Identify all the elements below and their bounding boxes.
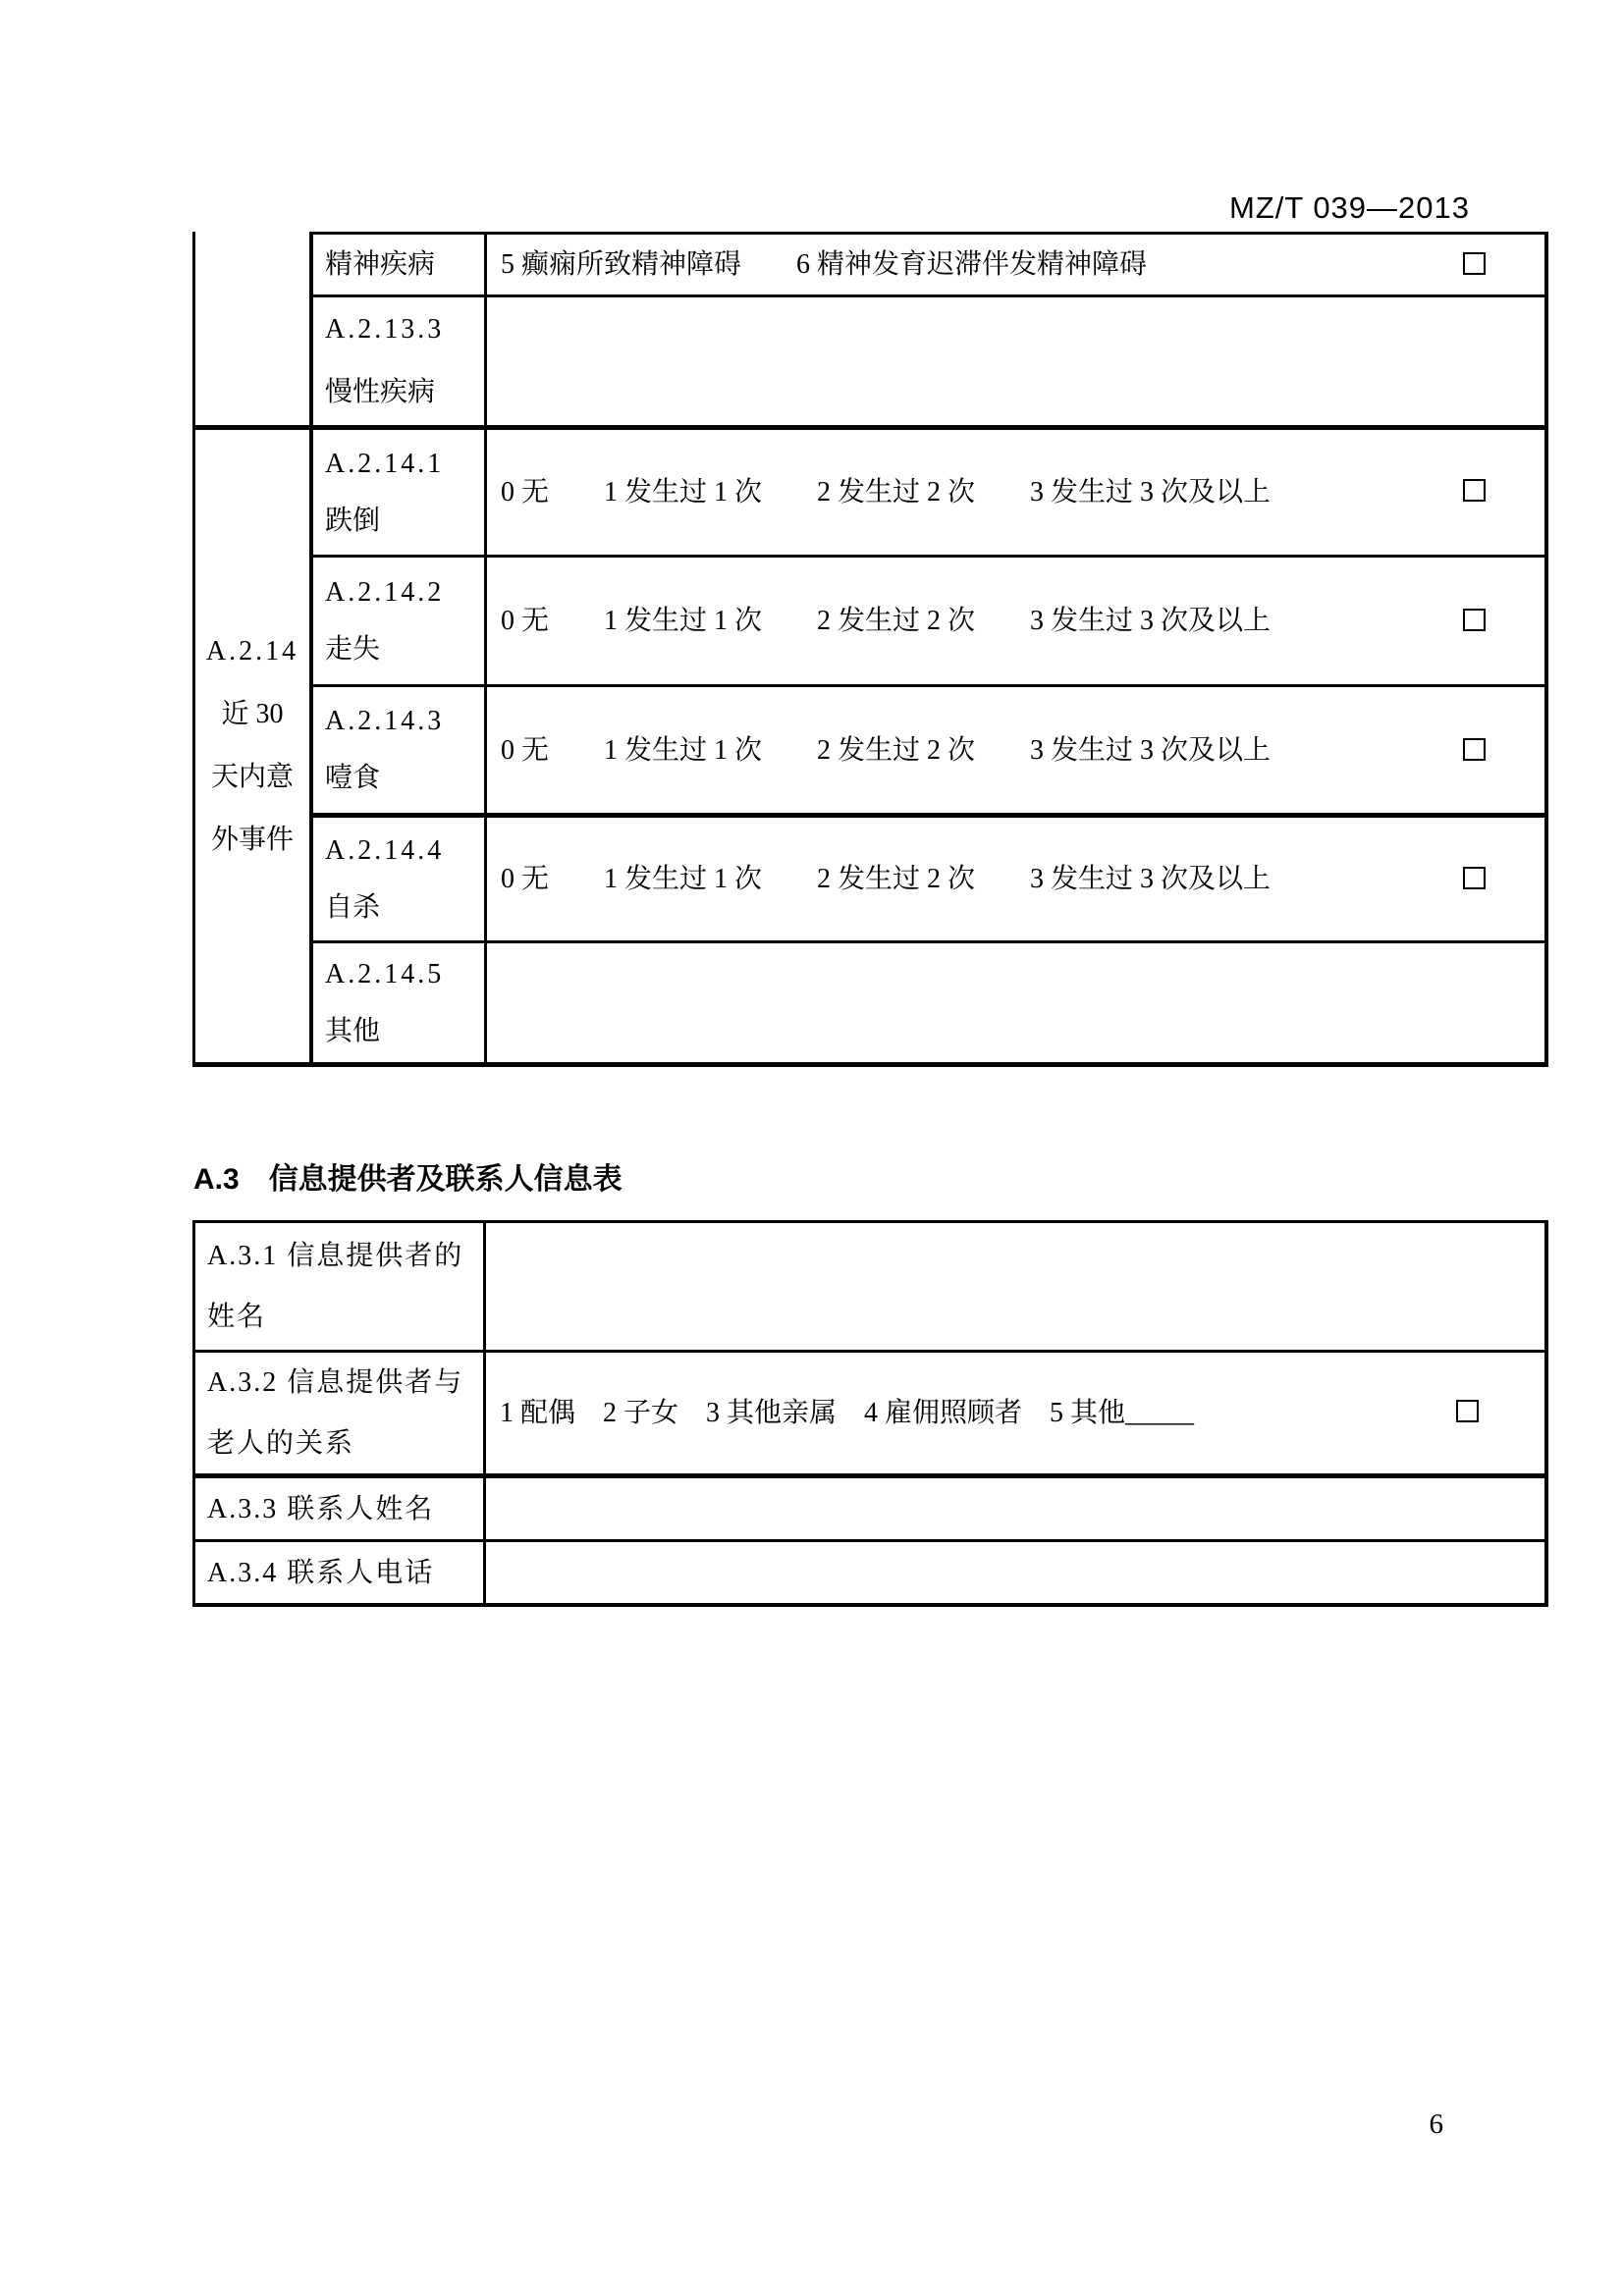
section-a3-heading <box>193 1154 623 1198</box>
assessment-table-continued <box>192 232 1548 1067</box>
accident-row-fall-options: 0 无 1 发生过 1 次 2 发生过 2 次 3 发生过 3 次及以上 <box>501 477 1272 507</box>
informant-name-label-line2: 姓名 <box>207 1301 267 1332</box>
contact-phone-label: A.3.4 联系人电话 <box>207 1557 435 1588</box>
accidents-section-code: A.2.14 <box>205 636 299 667</box>
informant-relation-label <box>195 1353 495 1473</box>
accident-row-fall-label <box>313 430 496 555</box>
contact-phone-input-cell <box>486 1542 1427 1603</box>
page-number: 6 <box>1429 2109 1443 2140</box>
accidents-section-label-line: 天内意 <box>210 762 294 792</box>
accident-row-fall-checkbox[interactable] <box>1463 479 1486 502</box>
accident-row-wander-code: A.2.14.2 <box>325 576 445 608</box>
accident-row-choke-label <box>313 687 496 813</box>
accident-row-wander-checkbox[interactable] <box>1463 609 1486 631</box>
psych-illness-options: 5 癫痫所致精神障碍 6 精神发育迟滞伴发精神障碍 <box>501 249 1148 280</box>
chronic-disease-name: 慢性疾病 <box>325 377 436 407</box>
accident-row-suicide-options: 0 无 1 发生过 1 次 2 发生过 2 次 3 发生过 3 次及以上 <box>501 864 1272 894</box>
contact-name-input-cell <box>486 1478 1427 1539</box>
accident-row-suicide-code: A.2.14.4 <box>325 834 445 866</box>
accident-row-other-options <box>487 943 1427 1062</box>
psych-illness-checkbox[interactable] <box>1463 252 1486 275</box>
informant-name-label-line1: A.3.1 信息提供者的 <box>207 1240 464 1271</box>
contact-name-label: A.3.3 联系人姓名 <box>207 1493 435 1524</box>
standard-number-header: MZ/T 039—2013 <box>1228 190 1470 225</box>
accident-row-suicide-checkbox[interactable] <box>1463 867 1486 889</box>
accident-row-fall-code: A.2.14.1 <box>325 448 445 479</box>
chronic-disease-code: A.2.13.3 <box>325 314 445 345</box>
accident-row-wander-label <box>313 558 496 684</box>
accident-row-wander-name: 走失 <box>325 633 381 665</box>
accident-row-suicide-label <box>313 818 496 940</box>
accident-row-other-name: 其他 <box>325 1015 381 1046</box>
informant-relation-options: 1 配偶 2 子女 3 其他亲属 4 雇佣照顾者 5 其他_____ <box>500 1398 1195 1428</box>
informant-relation-checkbox[interactable] <box>1456 1400 1479 1422</box>
accident-row-choke-options: 0 无 1 发生过 1 次 2 发生过 2 次 3 发生过 3 次及以上 <box>501 734 1272 766</box>
accident-row-fall-name: 跌倒 <box>325 505 381 536</box>
accidents-section-label-line: 外事件 <box>210 825 294 855</box>
accident-row-wander-options: 0 无 1 发生过 1 次 2 发生过 2 次 3 发生过 3 次及以上 <box>501 606 1272 636</box>
accident-row-choke-name: 噎食 <box>325 763 381 793</box>
informant-name-input-cell <box>486 1223 1427 1350</box>
informant-relation-label-line1: A.3.2 信息提供者与 <box>207 1366 464 1398</box>
accident-row-suicide-name: 自杀 <box>325 891 381 923</box>
accident-row-other-code: A.2.14.5 <box>325 958 445 989</box>
accident-row-other-label <box>313 943 496 1062</box>
contacts-table <box>192 1220 1548 1607</box>
informant-relation-label-line2: 老人的关系 <box>207 1427 355 1459</box>
accidents-section-label <box>195 430 309 1062</box>
psych-illness-label: 精神疾病 <box>325 249 436 280</box>
accident-row-choke-code: A.2.14.3 <box>325 706 445 736</box>
section-a3-heading-title: 信息提供者及联系人信息表 <box>268 1163 623 1196</box>
chronic-disease-label <box>313 297 496 425</box>
accidents-section-label-line: 近 30 <box>221 699 284 729</box>
informant-name-label <box>195 1223 495 1350</box>
section-a3-heading-code: A.3 <box>193 1163 240 1196</box>
accident-row-choke-checkbox[interactable] <box>1463 738 1486 761</box>
